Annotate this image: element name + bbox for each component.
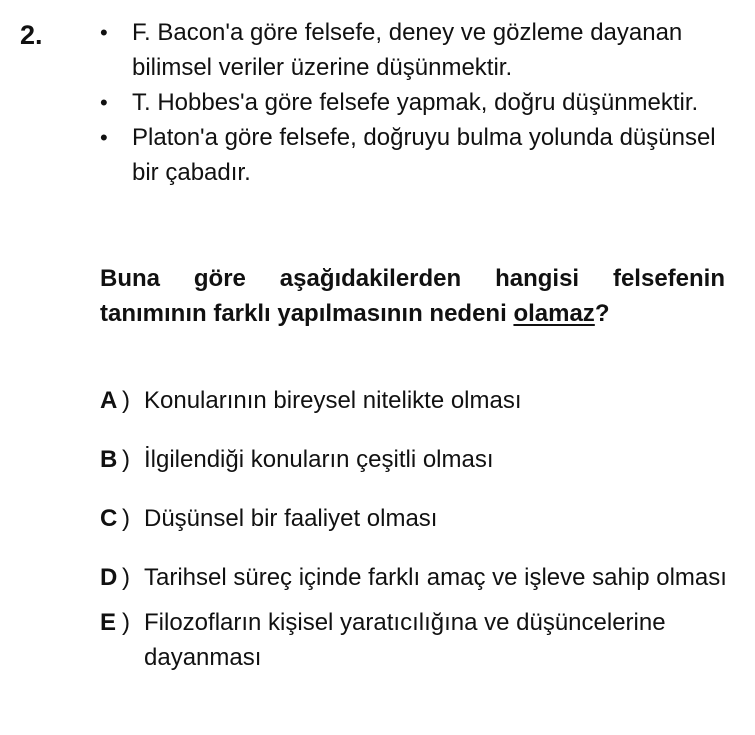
option-paren: ) [122, 387, 130, 414]
option-text: İlgilendiği konuların çeşitli olması [144, 446, 494, 473]
premise-text: F. Bacon'a göre felsefe, deney ve gözleme dayanan bilimsel veriler üzerine düşünmektir. [132, 19, 683, 81]
bullet-icon: • [100, 90, 108, 115]
option-letter: E [100, 609, 117, 636]
option-text: Filozofların kişisel yaratıcılığına ve düşüncelerine dayanması [144, 609, 666, 671]
premise-text: T. Hobbes'a göre felsefe yapmak, doğru düşünmektir. [132, 89, 699, 116]
premise-item-hobbes [100, 85, 720, 120]
premise-item-bacon [100, 15, 720, 85]
question-text: Buna göre aşağıdakilerden hangisi felsefenin tanımının farklı yapılmasının nedeni [100, 265, 725, 327]
answer-options [100, 383, 730, 685]
option-paren: ) [122, 564, 130, 591]
option-text: Konularının bireysel nitelikte olması [144, 387, 522, 414]
option-text: Tarihsel süreç içinde farklı amaç ve işleve sahip olması [144, 564, 727, 591]
question-mark: ? [594, 300, 610, 327]
option-letter: B [100, 446, 118, 473]
question-number: 2. [20, 20, 43, 50]
option-letter: A [100, 387, 118, 414]
question-stem [100, 261, 725, 331]
option-d[interactable] [100, 560, 730, 595]
premise-text: Platon'a göre felsefe, doğruyu bulma yolunda düşünsel bir çabadır. [132, 124, 716, 186]
option-c[interactable] [100, 501, 730, 536]
option-e[interactable] [100, 605, 730, 675]
option-paren: ) [122, 505, 130, 532]
question-emphasis: olamaz [513, 300, 595, 327]
option-letter: C [100, 505, 118, 532]
option-a[interactable] [100, 383, 730, 418]
premise-item-platon [100, 120, 720, 190]
option-text: Düşünsel bir faaliyet olması [144, 505, 438, 532]
option-paren: ) [122, 609, 130, 636]
option-b[interactable] [100, 442, 730, 477]
bullet-icon: • [100, 125, 108, 150]
option-paren: ) [122, 446, 130, 473]
premise-list [100, 15, 720, 190]
option-letter: D [100, 564, 118, 591]
bullet-icon: • [100, 20, 108, 45]
